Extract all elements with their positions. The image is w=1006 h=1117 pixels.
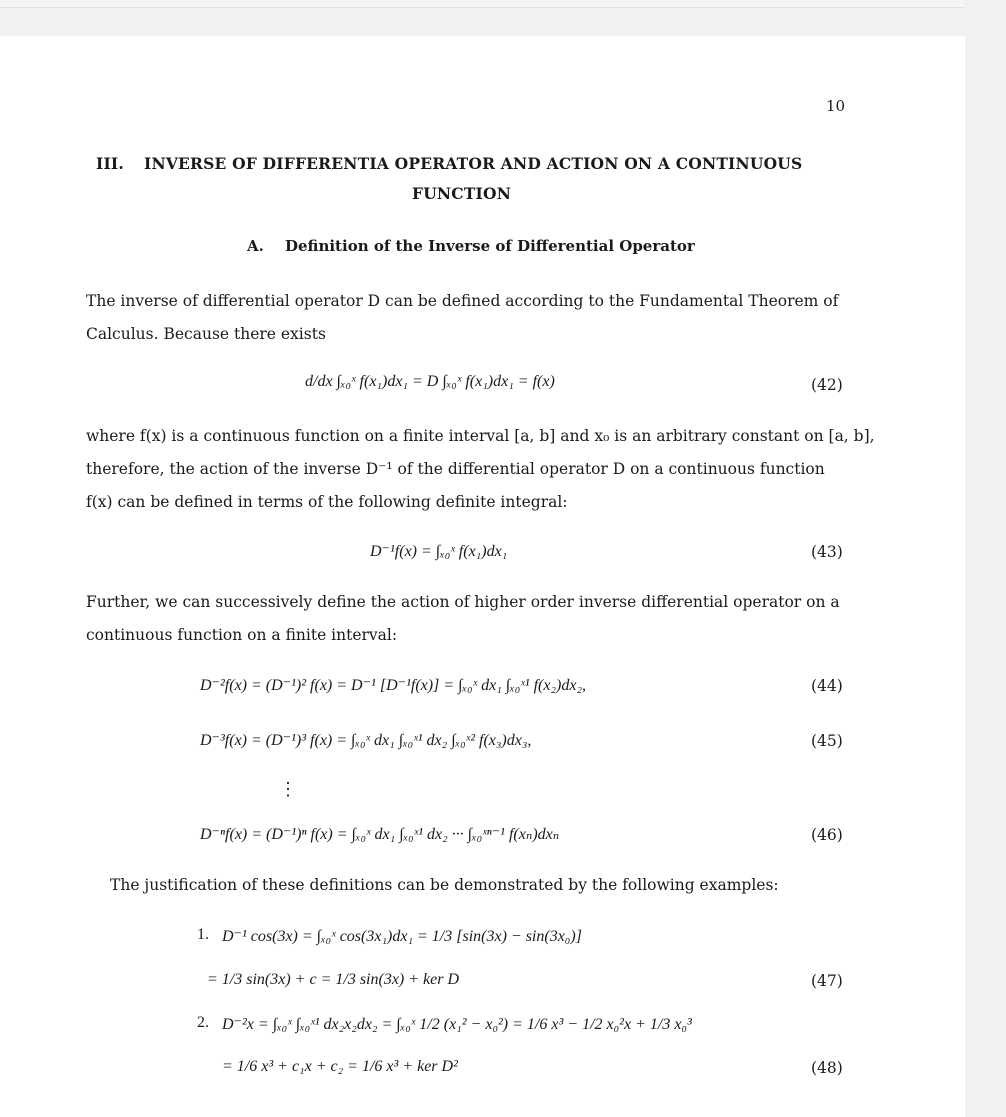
example-1-line-2: = 1/3 sin(3x) + c = 1/3 sin(3x) + ker D <box>207 971 460 988</box>
equation-number-42: (42) <box>811 376 843 394</box>
equation-number-44: (44) <box>811 677 843 695</box>
paragraph-2-line-3: f(x) can be defined in terms of the following definite integral: <box>86 493 568 511</box>
example-2-line-1: D⁻²x = ∫ₓ₀ˣ ∫ₓ₀ˣ¹ dx₂x₂dx₂ = ∫ₓ₀ˣ 1/2 (x₁² − x₀²) = 1/6 x³ − 1/2 x₀²x + 1/3 x₀³ <box>222 1016 692 1033</box>
equation-42: d/dx ∫ₓ₀ˣ f(x₁)dx₁ = D ∫ₓ₀ˣ f(x₁)dx₁ = f(x) <box>305 373 555 390</box>
section-title-line1: INVERSE OF DIFFERENTIA OPERATOR AND ACTION ON A CONTINUOUS <box>144 154 803 173</box>
section-title-line2: FUNCTION <box>412 184 512 203</box>
scrollbar-gutter[interactable] <box>965 0 1006 1117</box>
equation-number-47: (47) <box>811 972 843 990</box>
page-number: 10 <box>826 97 846 115</box>
equation-number-45: (45) <box>811 732 843 750</box>
example-1-index: 1. <box>197 926 209 943</box>
equation-number-46: (46) <box>811 826 843 844</box>
paragraph-3-line-2: continuous function on a finite interval: <box>86 626 398 644</box>
subsection-title: Definition of the Inverse of Differential Operator <box>285 237 695 255</box>
paragraph-2-line-1: where f(x) is a continuous function on a finite interval [a, b] and x₀ is an arbitrary constant on [a, b], <box>86 427 875 445</box>
equation-number-48: (48) <box>811 1059 843 1077</box>
viewer-top-bar <box>0 0 965 8</box>
paragraph-4: The justification of these definitions can be demonstrated by the following examples: <box>110 876 779 894</box>
equation-43: D⁻¹f(x) = ∫ₓ₀ˣ f(x₁)dx₁ <box>370 543 508 560</box>
equation-number-43: (43) <box>811 543 843 561</box>
paragraph-3-line-1: Further, we can successively define the action of higher order inverse differential operator on a <box>86 593 840 611</box>
paragraph-2-line-2: therefore, the action of the inverse D⁻¹ of the differential operator D on a continuous function <box>86 460 825 478</box>
subsection-label: A. <box>247 237 264 255</box>
equation-45: D⁻³f(x) = (D⁻¹)³ f(x) = ∫ₓ₀ˣ dx₁ ∫ₓ₀ˣ¹ dx₂ ∫ₓ₀ˣ² f(x₃)dx₃, <box>200 732 532 749</box>
paragraph-1-line-1: The inverse of differential operator D can be defined according to the Fundamental Theorem of <box>86 292 839 310</box>
document-page <box>0 36 965 1117</box>
equation-44: D⁻²f(x) = (D⁻¹)² f(x) = D⁻¹ [D⁻¹f(x)] = ∫ₓ₀ˣ dx₁ ∫ₓ₀ˣ¹ f(x₂)dx₂, <box>200 677 586 694</box>
example-2-index: 2. <box>197 1014 209 1031</box>
vertical-ellipsis: ⋮ <box>279 779 297 800</box>
example-1-line-1: D⁻¹ cos(3x) = ∫ₓ₀ˣ cos(3x₁)dx₁ = 1/3 [sin(3x) − sin(3x₀)] <box>222 928 582 945</box>
equation-46: D⁻ⁿf(x) = (D⁻¹)ⁿ f(x) = ∫ₓ₀ˣ dx₁ ∫ₓ₀ˣ¹ dx₂ ··· ∫ₓ₀ˣⁿ⁻¹ f(xₙ)dxₙ <box>200 826 560 843</box>
example-2-line-2: = 1/6 x³ + c₁x + c₂ = 1/6 x³ + ker D² <box>222 1058 458 1075</box>
section-number: III. <box>96 154 124 173</box>
paragraph-1-line-2: Calculus. Because there exists <box>86 325 326 343</box>
